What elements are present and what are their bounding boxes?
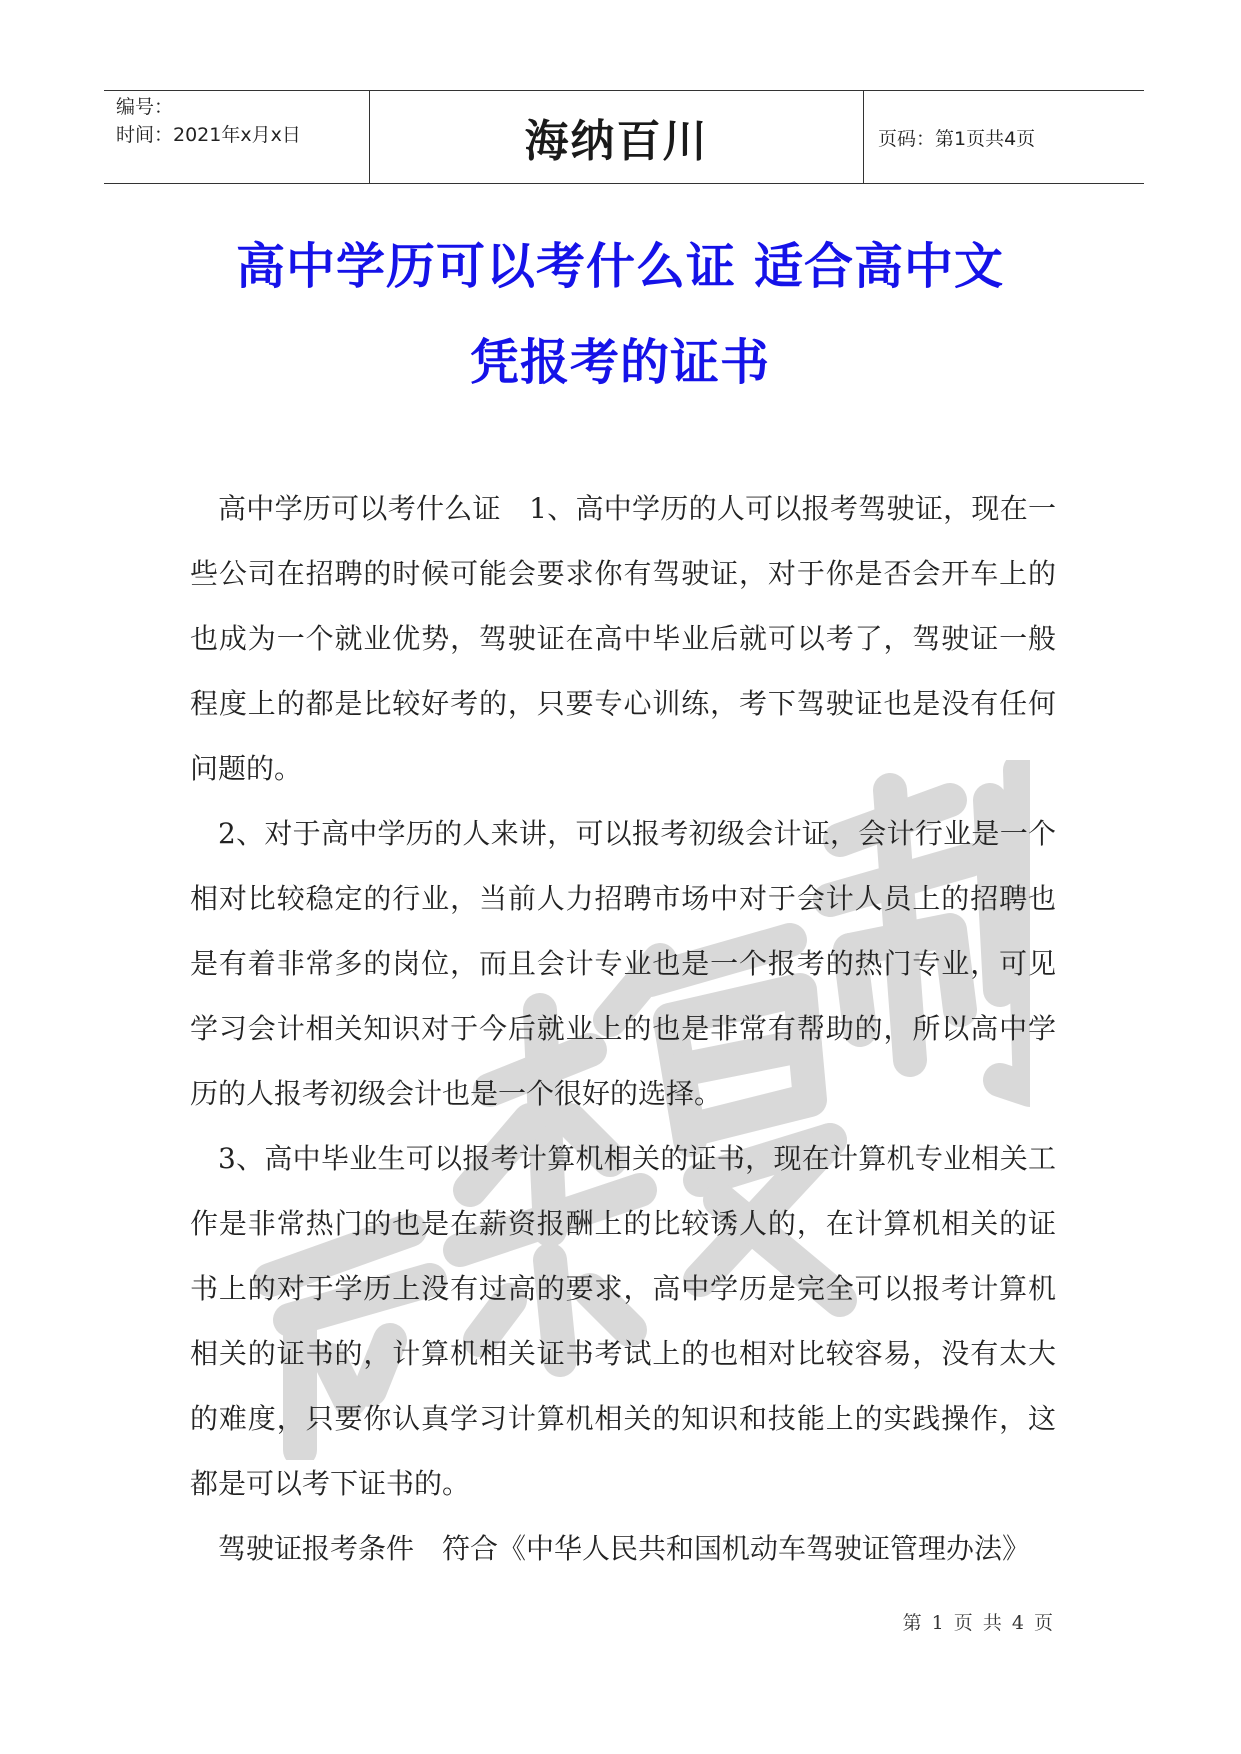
header-page-cell — [864, 91, 1144, 183]
document-title — [160, 218, 1080, 410]
header-table — [104, 90, 1144, 184]
paragraph-4: 驾驶证报考条件 符合《中华人民共和国机动车驾驶证管理办法》 — [218, 1532, 1031, 1565]
header-left-cell — [104, 91, 370, 183]
title-line-1: 高中学历可以考什么证 适合高中文 — [235, 237, 1005, 295]
document-body — [190, 476, 1056, 1581]
title-line-2: 凭报考的证书 — [469, 333, 770, 391]
time-label: 时间：2021年x月x日 — [116, 124, 301, 146]
paragraph-1: 高中学历可以考什么证 1、高中学历的人可以报考驾驶证，现在一些公司在招聘的时候可能会要求你有驾驶证，对于你是否会开车上的也成为一个就业优势，驾驶证在高中毕业后就可以考了，驾驶证一般程度上的都是比较好考的，只要专心训练，考下驾驶证也是没有任何问题的。 — [190, 492, 1056, 785]
page-footer: 第 1 页 共 4 页 — [902, 1612, 1055, 1634]
header-brand-cell — [370, 91, 864, 183]
page-code: 页码：第1页共4页 — [878, 127, 1036, 150]
paragraph-3: 3、高中毕业生可以报考计算机相关的证书，现在计算机专业相关工作是非常热门的也是在薪资报酬上的比较诱人的，在计算机相关的证书上的对于学历上没有过高的要求，高中学历是完全可以报考计算机相关的证书的，计算机相关证书考试上的也相对比较容易，没有太大的难度，只要你认真学习计算机相关的知识和技能上的实践操作，这都是可以考下证书的。 — [190, 1142, 1056, 1500]
paragraph-2: 2、对于高中学历的人来讲，可以报考初级会计证，会计行业是一个相对比较稳定的行业，当前人力招聘市场中对于会计人员上的招聘也是有着非常多的岗位，而且会计专业也是一个报考的热门专业，可见学习会计相关知识对于今后就业上的也是非常有帮助的，所以高中学历的人报考初级会计也是一个很好的选择。 — [190, 817, 1056, 1110]
brand-title: 海纳百川 — [524, 116, 709, 167]
serial-label: 编号： — [116, 96, 174, 118]
